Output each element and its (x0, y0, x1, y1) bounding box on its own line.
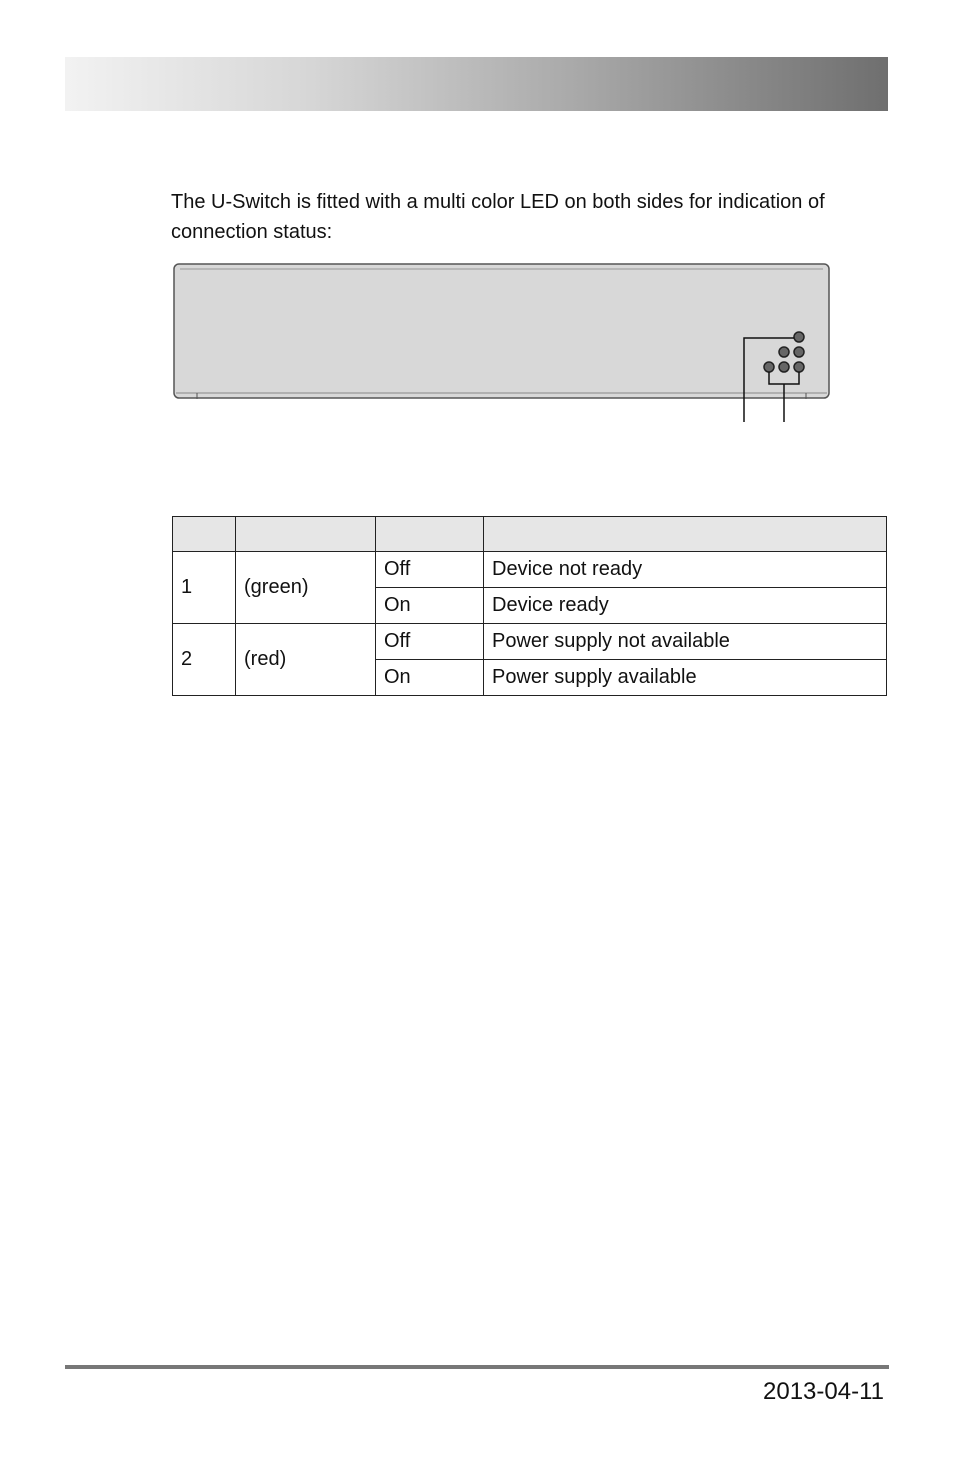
led-status-table (172, 516, 887, 696)
led-number: 1 (173, 552, 236, 624)
led-icon-bottom-2 (779, 362, 789, 372)
table-header-row (173, 517, 887, 552)
device-body (174, 264, 829, 398)
led-state: On (376, 660, 484, 696)
device-front-illustration (172, 262, 832, 424)
led-icon-mid-right (794, 347, 804, 357)
intro-line-1: The U-Switch is fitted with a multi color LED on both sides for indication of (171, 191, 825, 213)
led-icon-mid-left (779, 347, 789, 357)
footer-divider (65, 1365, 889, 1369)
intro-line-2: connection status: (171, 221, 333, 243)
led-icon-bottom-1 (764, 362, 774, 372)
led-meaning: Device not ready (484, 552, 887, 588)
led-meaning: Power supply available (484, 660, 887, 696)
led-state: On (376, 588, 484, 624)
led-icon-top (794, 332, 804, 342)
table-row (173, 624, 887, 660)
led-color: (green) (236, 552, 376, 624)
header-cell-2 (236, 517, 376, 552)
header-band (65, 57, 888, 111)
intro-paragraph (171, 187, 891, 247)
led-state: Off (376, 552, 484, 588)
header-cell-1 (173, 517, 236, 552)
led-state: Off (376, 624, 484, 660)
led-meaning: Power supply not available (484, 624, 887, 660)
led-meaning: Device ready (484, 588, 887, 624)
table-row (173, 552, 887, 588)
header-cell-3 (376, 517, 484, 552)
led-number: 2 (173, 624, 236, 696)
header-cell-4 (484, 517, 887, 552)
led-icon-bottom-3 (794, 362, 804, 372)
led-color: (red) (236, 624, 376, 696)
footer-date: 2013-04-11 (763, 1378, 884, 1405)
